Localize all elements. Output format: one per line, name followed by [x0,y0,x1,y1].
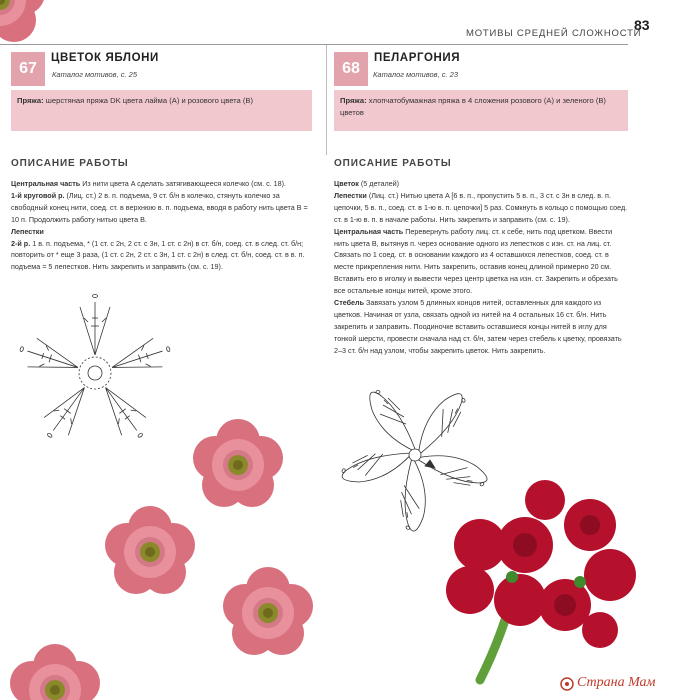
paragraph-label: 2-й р. [11,238,31,248]
yarn-text: хлопчатобумажная пряжа в 4 сложения розового (A) и зеленого (B) цветов [340,96,606,117]
page-number: 83 [634,17,650,33]
paragraph-text: 1 в. п. подъема, * (1 ст. с 2н, 2 ст. с 3н, 1 ст. с 2н) в ст. б/н, соед. ст. в след. ст. б/н; повторить от * еще 3 раза, (1 ст. с 2н, 2 ст. с 3н, 1 ст. с 2н) в след. ст. б/н, соед. ст. в в. п. подъема = 5 лепестков. Нить закрепить и заправить (см. с. 19). [11,238,305,272]
running-head: МОТИВЫ СРЕДНЕЙ СЛОЖНОСТИ [466,28,642,39]
paragraph-text: (Лиц. ст.) 2 в. п. подъема, 9 ст. б/н в колечко, стянуть колечко за свободный конец нити, соед. ст. в верхнюю в. п. подъема, вводя в работу нить цвета B = 10 п. Продолжить работу нитью цвета B. [11,190,308,224]
paragraph-text: Из нити цвета A сделать затягивающееся колечко (см. с. 18). [82,179,287,188]
crochet-diagram-apple-blossom [16,295,175,446]
yarn-text: шерстяная пряжа DK цвета лайма (A) и розового цвета (B) [45,96,254,105]
section-title: ОПИСАНИЕ РАБОТЫ [334,158,452,169]
paragraph-label: Центральная часть [11,179,81,188]
motif-title: ПЕЛАРГОНИЯ [374,52,461,64]
watermark-text: Страна Мам [577,675,656,690]
motif-number-badge: 68 [334,52,368,86]
paragraph-label: Цветок [334,179,359,188]
paragraph-label: Стебель [334,298,365,308]
paragraph-text: Перевернуть работу лиц. ст. к себе, нить под цветком. Ввести нить цвета B, вытянув п. через основание одного из лепестков с изн. ст. на лиц. ст. Связать по 1 соед. ст. в основании каждого из 4 оставшихся лепестков, соед. ст. в месте прикрепления нити. Нить закрепить, оставив конец длиной примерно 20 см. Вставить его в иголку и вывести через центр цветка на изн. ст. Закрепить и обрезать все остальные концы нитей, кроме этого. [334,226,618,296]
section-title: ОПИСАНИЕ РАБОТЫ [11,158,129,169]
photo-pink-flowers [0,0,313,700]
photo-red-pelargonium [446,480,636,680]
paragraph-text: (5 деталей) [360,179,400,188]
watermark-logo-icon [561,678,573,690]
paragraph-text: Завязать узлом 5 длинных концов нитей, оставленных для каждого из цветков. Начиная от узла, связать одной из нитей на 4 остальных 16 ст. б/н. Нить закрепить и заправить. Поодиночке вставить оставшиеся концы нитей в иглу для тонкой шерсти, провести сначала над ст. б/н, затем через стебель к цветку, провязать 2–3 ст. б/н над узлом, чтобы закрепить цветок. Нить закрепить. [334,298,622,355]
paragraph-label: Центральная часть [334,226,404,236]
paragraph-label: Лепестки [11,226,44,236]
yarn-label: Пряжа: [340,96,367,105]
catalog-reference: Каталог мотивов, с. 25 [52,70,138,79]
motif-number-badge: 67 [11,52,45,86]
yarn-label: Пряжа: [17,96,44,105]
paragraph-label: 1-й круговой р. [11,190,65,200]
catalog-reference: Каталог мотивов, с. 23 [373,70,459,79]
paragraph-text: (Лиц. ст.) Нитью цвета A [6 в. п., пропустить 5 в. п., 3 ст. с 3н в след. в. п. цепочки, 5 в. п., соед. ст. в 1-ю в. п. цепочки] 5 раз. Сомкнуть в кольцо с помощью соед. ст. в 1-ю в. п. в начале работы. Нить закрепить и заправить (см. с. 19). [334,190,628,224]
paragraph-label: Лепестки [334,190,367,200]
motif-title: ЦВЕТОК ЯБЛОНИ [51,52,159,64]
crochet-diagram-pelargonium [340,391,490,534]
